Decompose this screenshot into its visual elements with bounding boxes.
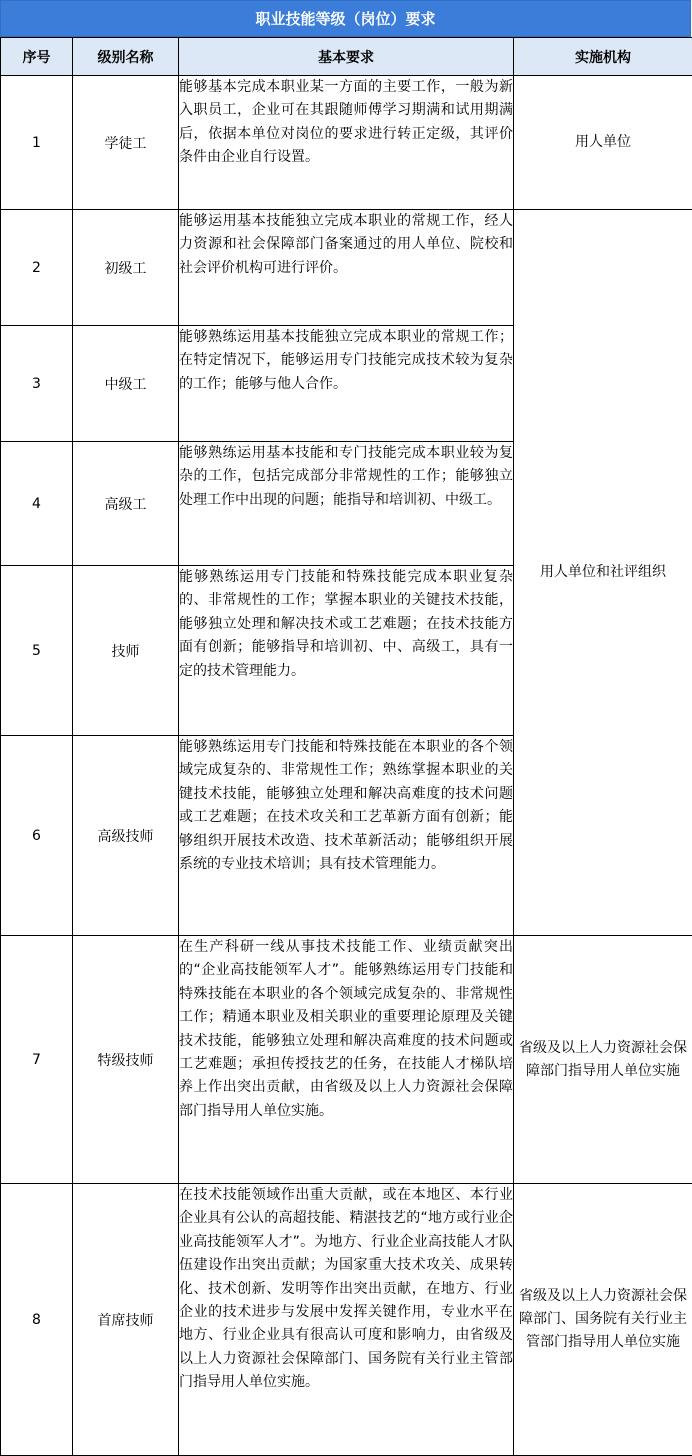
- merged-org-cell: 用人单位和社评组织: [514, 210, 692, 936]
- row-seq: 8: [1, 1184, 73, 1456]
- row-requirement: 能够基本完成本职业某一方面的主要工作，一般为新入职员工，企业可在其跟随师傅学习期满和试用期满后，依据本单位对岗位的要求进行转正定级，其评价条件由企业自行设置。: [179, 76, 514, 210]
- row-seq: 3: [1, 326, 73, 442]
- row-seq: 6: [1, 736, 73, 936]
- row-level-name: 高级工: [73, 442, 179, 566]
- row-seq: 5: [1, 566, 73, 736]
- header-seq: 序号: [1, 38, 73, 76]
- row-org: 省级及以上人力资源社会保障部门指导用人单位实施: [514, 936, 692, 1184]
- row-level-name: 中级工: [73, 326, 179, 442]
- header-row: [1, 38, 692, 76]
- row-level-name: 技师: [73, 566, 179, 736]
- row-level-name: 特级技师: [73, 936, 179, 1184]
- header-org: 实施机构: [514, 38, 692, 76]
- header-requirement: 基本要求: [179, 38, 514, 76]
- row-seq: 7: [1, 936, 73, 1184]
- row-requirement: 在生产科研一线从事技术技能工作、业绩贡献突出的“企业高技能领军人才”。能够熟练运用专门技能和特殊技能在本职业的各个领域完成复杂的、非常规性工作；精通本职业及相关职业的重要理论原理及关键技术技能，能够独立处理和解决高难度的技术问题或工艺难题；承担传授技艺的任务，在技能人才梯队培养上作出突出贡献，由省级及以上人力资源社会保障部门指导用人单位实施。: [179, 936, 514, 1184]
- row-seq: 2: [1, 210, 73, 326]
- table-row: [1, 76, 692, 210]
- table-row: [1, 210, 692, 326]
- table-row: [1, 1184, 692, 1456]
- row-level-name: 学徒工: [73, 76, 179, 210]
- table-row: [1, 936, 692, 1184]
- row-seq: 4: [1, 442, 73, 566]
- row-requirement: 能够熟练运用基本技能和专门技能完成本职业较为复杂的工作，包括完成部分非常规性的工作；能够独立处理工作中出现的问题；能指导和培训初、中级工。: [179, 442, 514, 566]
- skill-level-table: [0, 37, 692, 1456]
- row-org: 用人单位: [514, 76, 692, 210]
- row-level-name: 首席技师: [73, 1184, 179, 1456]
- row-requirement: 能够熟练运用专门技能和特殊技能在本职业的各个领域完成复杂的、非常规性工作；熟练掌握本职业的关键技术技能，能够独立处理和解决高难度的技术问题或工艺难题；在技术攻关和工艺革新方面有创新；能够组织开展技术改造、技术革新活动；能够组织开展系统的专业技术培训；具有技术管理能力。: [179, 736, 514, 936]
- row-requirement: 能够运用基本技能独立完成本职业的常规工作，经人力资源和社会保障部门备案通过的用人单位、院校和社会评价机构可进行评价。: [179, 210, 514, 326]
- table-title: 职业技能等级（岗位）要求: [0, 0, 691, 37]
- row-org: 省级及以上人力资源社会保障部门、国务院有关行业主管部门指导用人单位实施: [514, 1184, 692, 1456]
- header-name: 级别名称: [73, 38, 179, 76]
- row-requirement: 能够熟练运用专门技能和特殊技能完成本职业复杂的、非常规性的工作；掌握本职业的关键技术技能，能够独立处理和解决技术或工艺难题；在技术技能方面有创新；能够指导和培训初、中、高级工，具有一定的技术管理能力。: [179, 566, 514, 736]
- row-level-name: 初级工: [73, 210, 179, 326]
- row-level-name: 高级技师: [73, 736, 179, 936]
- row-requirement: 在技术技能领域作出重大贡献，或在本地区、本行业企业具有公认的高超技能、精湛技艺的“地方或行业企业高技能领军人才”。为地方、行业企业高技能人才队伍建设作出突出贡献；为国家重大技术攻关、成果转化、技术创新、发明等作出突出贡献，在地方、行业企业的技术进步与发展中发挥关键作用，专业水平在地方、行业企业具有很高认可度和影响力，由省级及以上人力资源社会保障部门、国务院有关行业主管部门指导用人单位实施。: [179, 1184, 514, 1456]
- row-seq: 1: [1, 76, 73, 210]
- row-requirement: 能够熟练运用基本技能独立完成本职业的常规工作；在特定情况下，能够运用专门技能完成技术较为复杂的工作；能够与他人合作。: [179, 326, 514, 442]
